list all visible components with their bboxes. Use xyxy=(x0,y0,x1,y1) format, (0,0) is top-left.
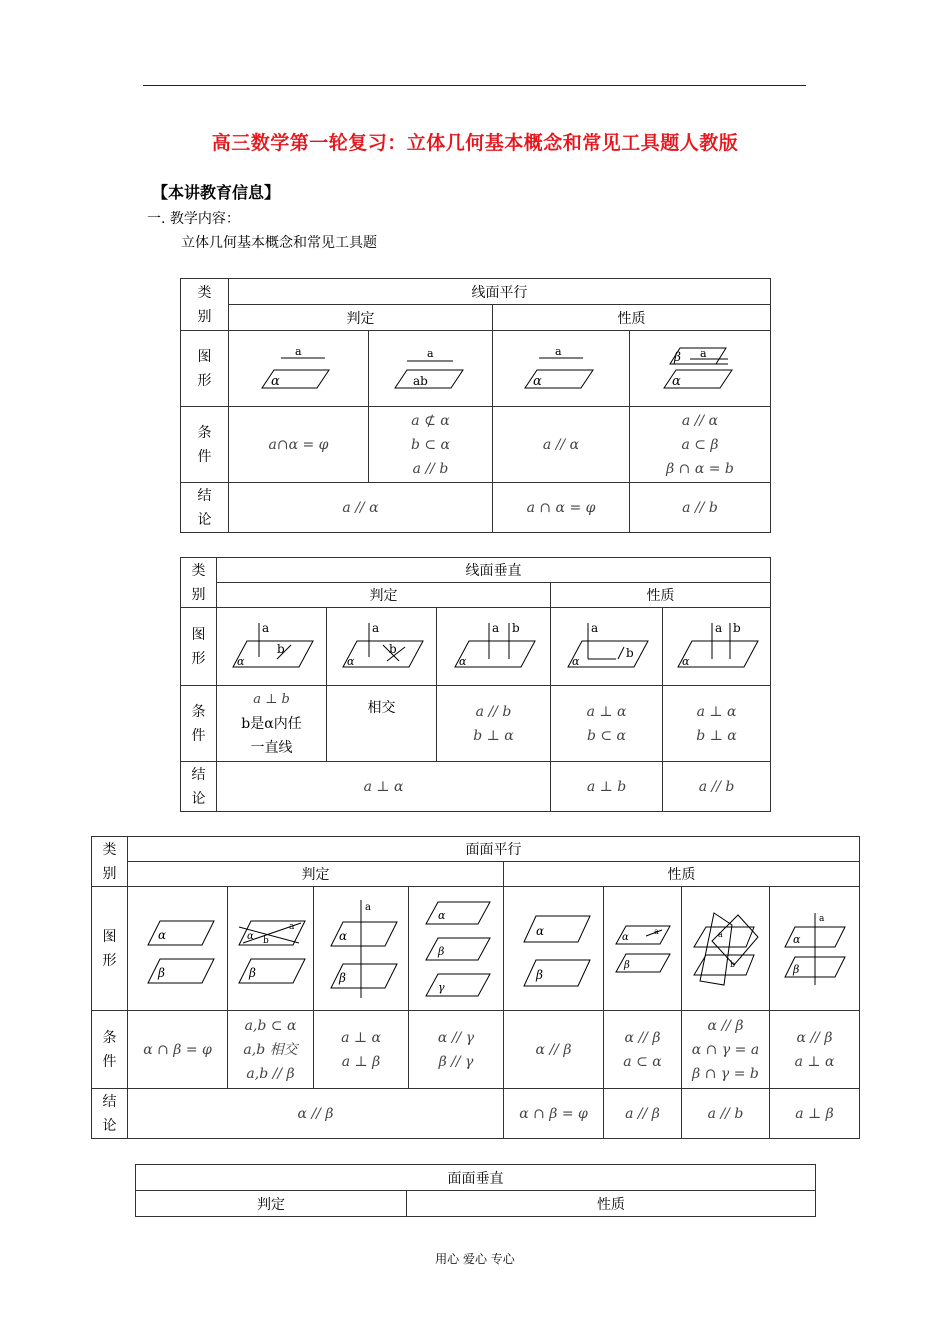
fig-label: a xyxy=(288,921,294,932)
header-property: 性质 xyxy=(493,305,771,331)
fig-label: b xyxy=(276,641,285,656)
table-title: 面面垂直 xyxy=(136,1165,816,1191)
fig-label: α xyxy=(792,932,800,946)
conclusion-cell: a // b xyxy=(663,762,771,812)
fig-label: β xyxy=(438,944,445,958)
condition-cell: α // β a ⊥ α xyxy=(770,1011,860,1089)
figure-cell xyxy=(630,331,771,407)
parallel-planes-diagram xyxy=(777,909,853,989)
fig-label: a xyxy=(365,901,371,913)
content-text: 立体几何基本概念和常见工具题 xyxy=(181,235,377,251)
fig-label: γ xyxy=(438,980,445,994)
figure-cell xyxy=(551,608,663,686)
condition-cell: a // α a ⊂ β β ∩ α = b xyxy=(630,407,771,483)
row-label-category: 类 别 xyxy=(181,279,229,331)
parallel-planes-diagram xyxy=(138,909,218,989)
row-label-conclusion: 结 论 xyxy=(92,1089,128,1139)
perpendicular-diagram xyxy=(562,619,652,675)
fig-label: a xyxy=(555,344,562,358)
condition-cell: a ⊥ b b是α内任 一直线 xyxy=(217,686,327,762)
fig-label: α xyxy=(339,928,348,943)
fig-label: a xyxy=(426,346,434,360)
fig-label: b xyxy=(262,935,269,946)
table-line-plane-perpendicular xyxy=(180,557,771,812)
row-label-figure: 图 形 xyxy=(181,331,229,407)
fig-label: a xyxy=(717,929,723,939)
perpendicular-diagram xyxy=(227,619,317,675)
parallel-planes-diagram xyxy=(608,914,678,984)
row-label-figure: 图 形 xyxy=(92,887,128,1011)
fig-label: a xyxy=(261,620,269,635)
fig-label: α xyxy=(438,908,446,922)
row-label-conclusion: 结 论 xyxy=(181,483,229,533)
condition-cell: a∩α = φ xyxy=(229,407,369,483)
fig-label: α xyxy=(621,931,629,943)
row-label-figure: 图 形 xyxy=(181,608,217,686)
fig-label: a xyxy=(371,620,379,635)
plane-diagram xyxy=(391,344,471,394)
condition-cell: a ⊥ α b ⊥ α xyxy=(663,686,771,762)
fig-label: α xyxy=(533,373,542,389)
figure-cell xyxy=(493,331,630,407)
condition-cell: α // γ β // γ xyxy=(409,1011,504,1089)
table-title: 线面平行 xyxy=(229,279,771,305)
header-judge: 判定 xyxy=(128,862,504,887)
header-property: 性质 xyxy=(407,1191,816,1217)
condition-cell: a // b b ⊥ α xyxy=(437,686,551,762)
fig-label: β xyxy=(792,962,799,976)
conclusion-cell: a // b xyxy=(630,483,771,533)
table-title: 面面平行 xyxy=(128,837,860,862)
plane-diagram xyxy=(660,344,740,394)
conclusion-cell: a // b xyxy=(682,1089,770,1139)
condition-cell: α ∩ β = φ xyxy=(128,1011,228,1089)
figure-cell xyxy=(504,887,604,1011)
conclusion-cell: α ∩ β = φ xyxy=(504,1089,604,1139)
fig-label: a xyxy=(700,346,707,360)
figure-cell xyxy=(409,887,504,1011)
table-title: 线面垂直 xyxy=(217,558,771,583)
condition-cell: a ⊥ α a ⊥ β xyxy=(314,1011,409,1089)
fig-label: b xyxy=(729,959,735,969)
fig-label: b xyxy=(732,620,741,635)
fig-label: a xyxy=(590,620,598,635)
fig-label: a xyxy=(714,620,722,635)
fig-label: b xyxy=(388,641,397,656)
fig-label: b xyxy=(625,645,634,660)
conclusion-cell: a // α xyxy=(229,483,493,533)
fig-label: α xyxy=(535,923,544,938)
plane-diagram xyxy=(259,344,339,394)
fig-label: β xyxy=(248,965,256,980)
perpendicular-diagram xyxy=(449,619,539,675)
fig-label: a xyxy=(653,926,659,936)
table-plane-plane-parallel xyxy=(91,836,860,1139)
condition-cell: a // α xyxy=(493,407,630,483)
content-heading: 一. 教学内容： xyxy=(147,211,240,227)
figure-cell xyxy=(314,887,409,1011)
fig-label: b xyxy=(511,620,520,635)
parallel-planes-diagram xyxy=(684,907,768,991)
perpendicular-diagram xyxy=(672,619,762,675)
header-property: 性质 xyxy=(551,583,771,608)
fig-label: α xyxy=(672,373,681,389)
conclusion-cell: α // β xyxy=(128,1089,504,1139)
header-rule xyxy=(143,85,806,86)
condition-cell: α // β a ⊂ α xyxy=(604,1011,682,1089)
row-label-conclusion: 结 论 xyxy=(181,762,217,812)
conclusion-cell: a ⊥ b xyxy=(551,762,663,812)
conclusion-cell: a // β xyxy=(604,1089,682,1139)
fig-label: α xyxy=(157,927,166,942)
page-title: 高三数学第一轮复习：立体几何基本概念和常见工具题人教版 xyxy=(211,132,739,154)
fig-label: α xyxy=(681,654,689,668)
figure-cell xyxy=(128,887,228,1011)
fig-label: β xyxy=(535,967,543,982)
parallel-planes-diagram xyxy=(416,894,496,1004)
conclusion-cell: a ⊥ α xyxy=(217,762,551,812)
fig-label: a xyxy=(294,344,302,358)
fig-label: α xyxy=(236,654,244,668)
fig-label: α xyxy=(246,930,254,942)
perpendicular-diagram xyxy=(337,619,427,675)
parallel-planes-diagram xyxy=(233,909,309,989)
section-heading: 【本讲教育信息】 xyxy=(152,183,281,202)
parallel-planes-diagram xyxy=(321,894,401,1004)
figure-cell xyxy=(770,887,860,1011)
header-judge: 判定 xyxy=(229,305,493,331)
condition-cell: a ⊄ α b ⊂ α a // b xyxy=(369,407,493,483)
condition-cell: a,b ⊂ α a,b 相交 a,b // β xyxy=(228,1011,314,1089)
figure-cell xyxy=(217,608,327,686)
row-label-condition: 条 件 xyxy=(181,686,217,762)
header-property: 性质 xyxy=(504,862,860,887)
fig-label: α xyxy=(458,654,466,668)
row-label-category: 类 别 xyxy=(92,837,128,887)
condition-cell: α // β xyxy=(504,1011,604,1089)
figure-cell xyxy=(327,608,437,686)
row-label-condition: 条 件 xyxy=(181,407,229,483)
fig-label: ab xyxy=(412,373,428,388)
fig-label: β xyxy=(623,959,630,971)
condition-cell: α // β α ∩ γ = a β ∩ γ = b xyxy=(682,1011,770,1089)
fig-label: β xyxy=(339,970,346,985)
conclusion-cell: a ∩ α = φ xyxy=(493,483,630,533)
conclusion-cell: a ⊥ β xyxy=(770,1089,860,1139)
table-plane-plane-perpendicular xyxy=(135,1164,816,1217)
fig-label: α xyxy=(346,654,354,668)
fig-label: α xyxy=(571,654,579,668)
figure-cell xyxy=(663,608,771,686)
header-judge: 判定 xyxy=(217,583,551,608)
plane-diagram xyxy=(521,344,601,394)
header-judge: 判定 xyxy=(136,1191,407,1217)
figure-cell xyxy=(369,331,493,407)
figure-cell xyxy=(437,608,551,686)
fig-label: β xyxy=(674,349,681,364)
parallel-planes-diagram xyxy=(514,904,594,994)
table-line-plane-parallel xyxy=(180,278,771,533)
figure-cell xyxy=(604,887,682,1011)
row-label-condition: 条 件 xyxy=(92,1011,128,1089)
fig-label: a xyxy=(491,620,499,635)
fig-label: β xyxy=(157,965,165,980)
condition-cell: a ⊥ α b ⊂ α xyxy=(551,686,663,762)
figure-cell xyxy=(228,887,314,1011)
figure-cell xyxy=(229,331,369,407)
row-label-category: 类 别 xyxy=(181,558,217,608)
condition-cell: 相交 xyxy=(327,686,437,762)
fig-label: a xyxy=(818,913,824,924)
fig-label: α xyxy=(270,373,280,389)
figure-cell xyxy=(682,887,770,1011)
page-footer: 用心 爱心 专心 xyxy=(435,1252,515,1266)
